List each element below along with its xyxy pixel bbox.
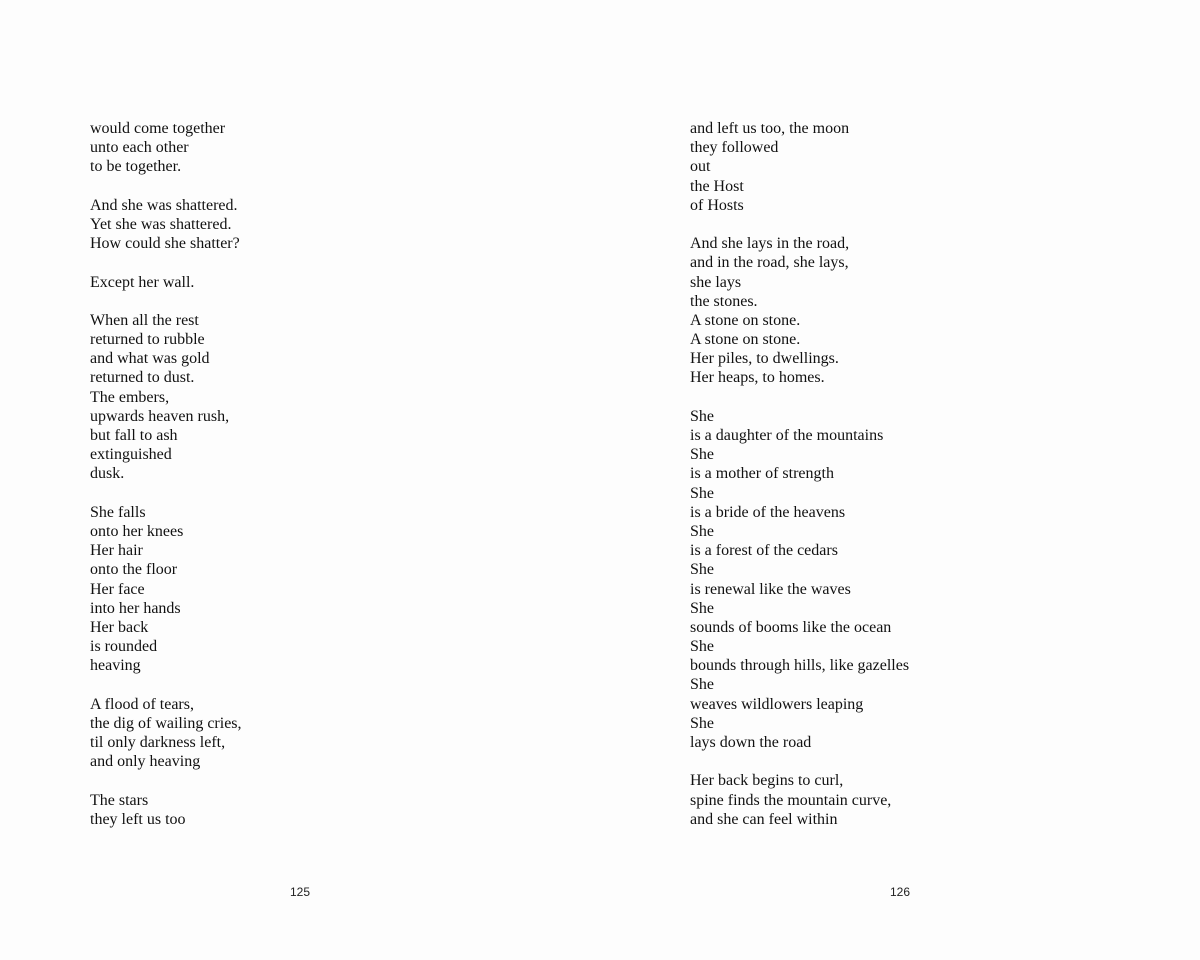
- poem-line: out: [690, 158, 711, 176]
- left-page-number: 125: [289, 885, 311, 899]
- poem-line: She: [690, 638, 714, 656]
- poem-line: but fall to ash: [90, 427, 178, 444]
- poem-line: She: [690, 599, 714, 617]
- poem-line: to be together.: [90, 158, 182, 176]
- poem-line: and what was gold: [90, 350, 210, 368]
- poem-line: and in the road, she lays,: [690, 254, 849, 272]
- poem-line: they followed: [690, 139, 779, 157]
- poem-line: of Hosts: [690, 196, 744, 214]
- stanza: [90, 503, 570, 676]
- stanza: [690, 771, 1170, 829]
- stanza: [690, 234, 1170, 388]
- poem-line: she lays: [690, 273, 742, 291]
- poem-line: She: [690, 407, 714, 425]
- poem-line: She: [690, 714, 714, 732]
- poem-line: lays down the road: [690, 734, 812, 751]
- poem-line: dusk.: [90, 465, 125, 483]
- poem-line: the stones.: [690, 292, 758, 310]
- poem-line: the dig of wailing cries,: [90, 714, 242, 732]
- poem-line: Her back begins to curl,: [690, 772, 844, 790]
- right-page: [600, 0, 1200, 960]
- poem-line: She: [690, 676, 714, 694]
- poem-line: Her heaps, to homes.: [690, 369, 825, 387]
- stanza: [90, 791, 570, 829]
- stanza: [90, 311, 570, 484]
- poem-line: returned to rubble: [90, 331, 205, 349]
- poem-line: spine finds the mountain curve,: [690, 791, 892, 809]
- poem-line: til only darkness left,: [90, 734, 226, 751]
- poem-line: And she lays in the road,: [690, 235, 850, 253]
- poem-line: returned to dust.: [90, 369, 195, 387]
- poem-line: is a forest of the cedars: [690, 542, 838, 560]
- poem-line: unto each other: [90, 139, 189, 157]
- poem-line: and only heaving: [90, 753, 201, 771]
- poem-line: A flood of tears,: [90, 695, 194, 713]
- poem-line: Her hair: [90, 542, 143, 560]
- poem-line: Except her wall.: [90, 273, 195, 291]
- poem-line: is a daughter of the mountains: [690, 427, 884, 444]
- poem-line: and she can feel within: [690, 810, 838, 828]
- stanza: [90, 273, 570, 292]
- poem-line: is rounded: [90, 638, 158, 656]
- stanza: [690, 407, 1170, 752]
- poem-line: She: [690, 446, 714, 464]
- poem-line: Her face: [90, 580, 145, 598]
- poem-line: When all the rest: [90, 311, 199, 329]
- poem-line: is a mother of strength: [690, 465, 834, 483]
- poem-line: Her piles, to dwellings.: [690, 350, 839, 368]
- poem-line: She falls: [90, 503, 146, 521]
- poem-line: Her back: [90, 618, 149, 636]
- stanza: [90, 119, 570, 177]
- poem-line: bounds through hills, like gazelles: [690, 657, 910, 675]
- poem-line: and left us too, the moon: [690, 120, 850, 137]
- poem-line: is renewal like the waves: [690, 580, 851, 598]
- poem-line: She: [690, 522, 714, 540]
- poem-line: She: [690, 484, 714, 502]
- poem-line: onto her knees: [90, 522, 184, 540]
- poem-line: upwards heaven rush,: [90, 407, 230, 425]
- poem-line: And she was shattered.: [90, 196, 238, 214]
- poem-line: A stone on stone.: [690, 331, 801, 349]
- poem-line: Yet she was shattered.: [90, 215, 232, 233]
- poem-line: is a bride of the heavens: [690, 503, 846, 521]
- poem-line: How could she shatter?: [90, 235, 240, 253]
- poem-line: would come together: [90, 120, 226, 137]
- right-page-number: 126: [889, 885, 911, 899]
- stanza: [690, 119, 1170, 215]
- poem-line: She: [690, 561, 714, 579]
- poem-line: A stone on stone.: [690, 311, 801, 329]
- poem-line: sounds of booms like the ocean: [690, 618, 892, 636]
- poem-line: The embers,: [90, 388, 170, 406]
- poem-line: extinguished: [90, 446, 172, 464]
- poem-line: onto the floor: [90, 561, 178, 579]
- stanza: [90, 695, 570, 772]
- poem-line: The stars: [90, 791, 149, 809]
- stanza: [90, 196, 570, 254]
- right-page-poem: [690, 119, 1170, 848]
- left-page-poem: [90, 119, 570, 848]
- poem-line: weaves wildlowers leaping: [690, 695, 864, 713]
- poem-line: heaving: [90, 657, 141, 675]
- poem-line: they left us too: [90, 810, 186, 828]
- poem-line: the Host: [690, 177, 744, 195]
- poem-line: into her hands: [90, 599, 181, 617]
